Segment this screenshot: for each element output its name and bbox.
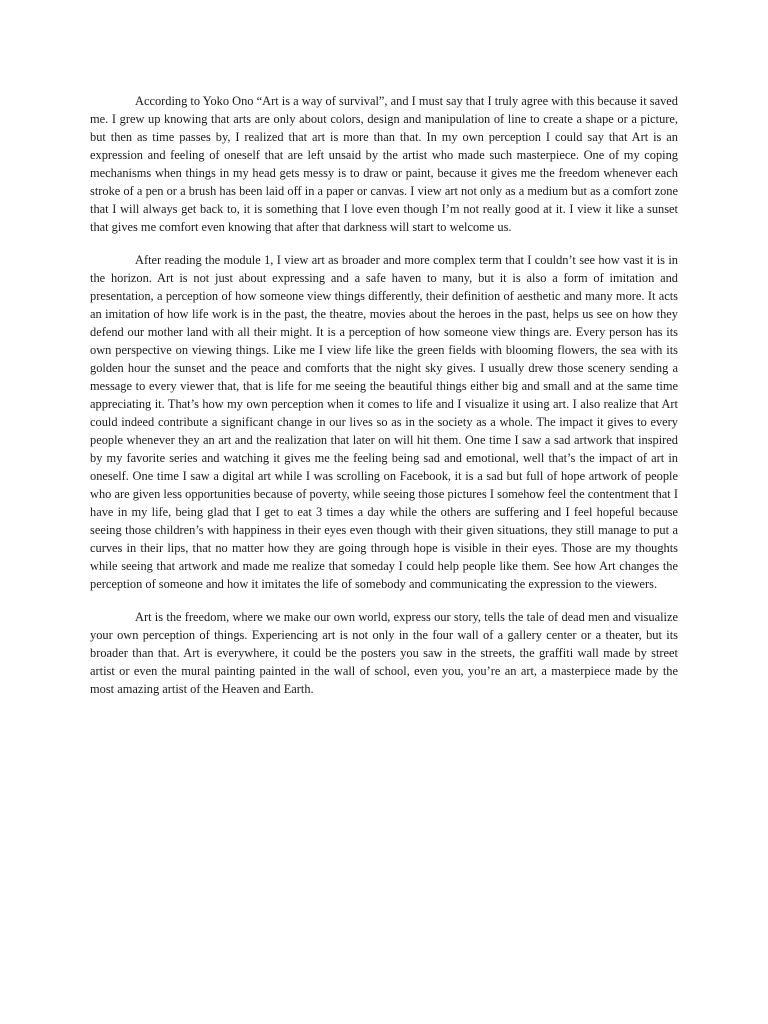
paragraph-3: Art is the freedom, where we make our own world, express our story, tells the tale of dead men and visualize your own perception of things. Experiencing art is not only in the four wall of a gallery center or a theater, but its broader than that. Art is everywhere, it could be the posters you saw in the streets, the graffiti wall made by street artist or even the mural painting painted in the wall of school, even you, you’re an art, a masterpiece made by the most amazing artist of the Heaven and Earth. [90,610,678,696]
paragraph-2: After reading the module 1, I view art as broader and more complex term that I couldn’t see how vast it is in the horizon. Art is not just about expressing and a safe haven to many, but it is also a form of imitation and presentation, a perception of how someone view things differently, their definition of aesthetic and many more. It acts an imitation of how life work is in the past, the theatre, movies about the heroes in the past, helps us see on how they defend our mother land with all their might. It is a perception of how someone view things are. Every person has its own perspective on viewing things. Like me I view life like the green fields with blooming flowers, the sea with its golden hour the sunset and the peace and comforts that the night sky gives. I usually drew those scenery sending a message to every viewer that, that is life for me seeing the beautiful things either big and small and at the same time appreciating it. That’s how my own perception when it comes to life and I visualize it using art. I also realize that Art could indeed contribute a significant change in our lives so as in the society as a whole. The impact it gives to every people whenever they an art and the realization that later on will hit them. One time I saw a sad artwork that inspired by my favorite series and watching it gives me the feeling being sad and emotional, well that’s the impact of art in oneself. One time I saw a digital art while I was scrolling on Facebook, it is a sad but full of hope artwork of people who are given less opportunities because of poverty, while seeing those pictures I somehow feel the contentment that I have in my life, being glad that I get to eat 3 times a day while the others are suffering and I feel hopeful because seeing those children’s with happiness in their eyes even though with their given situations, they still manage to put a curves in their lips, that no matter how they are going through hope is visible in their eyes. Those are my thoughts while seeing that artwork and made me realize that someday I could help people like them. See how Art changes the perception of someone and how it imitates the life of somebody and communicating the expression to the viewers. [90,253,678,591]
document-page [90,92,678,713]
paragraph-1: According to Yoko Ono “Art is a way of survival”, and I must say that I truly agree with this because it saved me. I grew up knowing that arts are only about colors, design and manipulation of line to create a shape or a picture, but then as time passes by, I realized that art is more than that. In my own perception I could say that Art is an expression and feeling of oneself that are left unsaid by the artist who made such masterpiece. One of my coping mechanisms when things in my head gets messy is to draw or paint, because it gives me the freedom whenever each stroke of a pen or a brush has been laid off in a paper or canvas. I view art not only as a medium but as a comfort zone that I will always get back to, it is something that I love even though I’m not really good at it. I view it like a sunset that gives me comfort even knowing that after that darkness will start to welcome us. [90,94,678,234]
